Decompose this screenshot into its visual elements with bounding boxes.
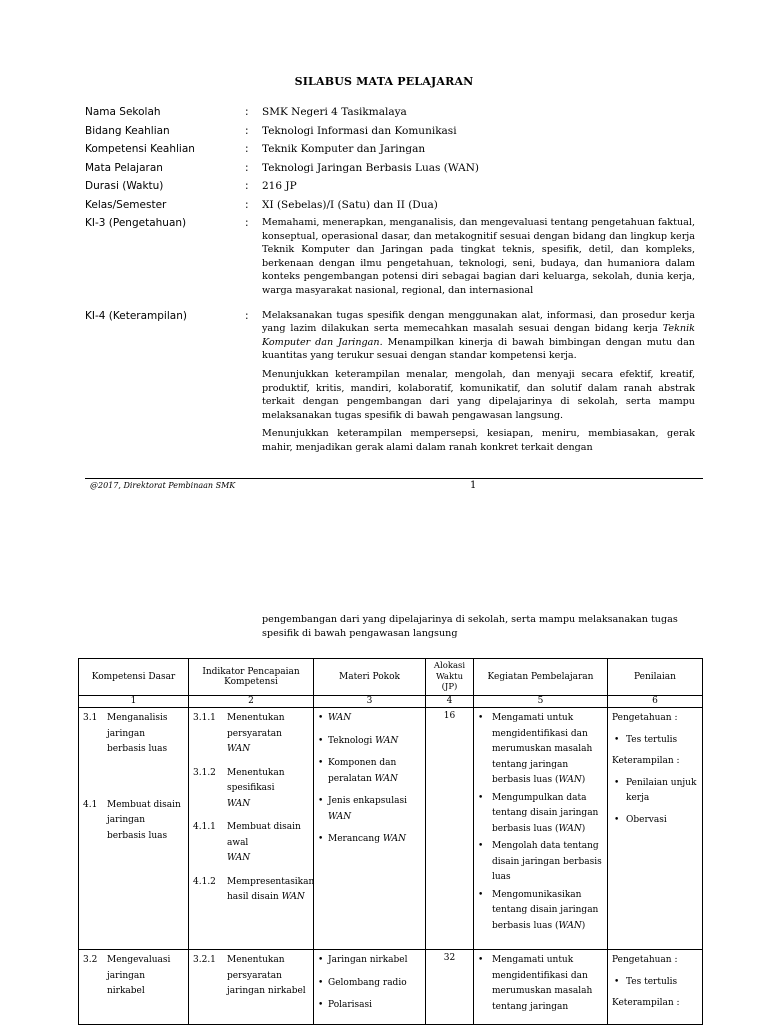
meta-row-subject <box>85 159 695 178</box>
column-number: 5 <box>474 696 608 708</box>
header-indikator: Indikator Pencapaian Kompetensi <box>189 659 314 696</box>
header-alokasi-waktu: Alokasi Waktu (JP) <box>426 659 474 696</box>
column-number: 4 <box>426 696 474 708</box>
syllabus-meta <box>85 103 695 460</box>
ipk-text-main: Menentukan spesifikasi <box>227 767 285 793</box>
materi-text: Jenis enkapsulasi <box>328 796 407 806</box>
ki4-label: KI-4 (Keterampilan) <box>85 309 187 322</box>
meta-colon: : <box>245 161 249 174</box>
meta-row-competency <box>85 140 695 159</box>
kegiatan-text: Mengomunikasikan tentang disain jaringan berbasis luas ( <box>492 889 599 931</box>
ipk-number: 3.2.1 <box>193 955 216 965</box>
meta-colon: : <box>245 217 249 229</box>
jp-cell <box>426 708 474 950</box>
materi-italic: WAN <box>328 713 352 723</box>
materi-list <box>318 953 421 1014</box>
meta-colon: : <box>245 106 249 118</box>
document-title: SILABUS MATA PELAJARAN <box>294 75 474 88</box>
meta-row-duration <box>85 177 695 196</box>
page-number: 1 <box>470 480 477 491</box>
list-item <box>318 734 421 750</box>
materi-list <box>318 711 421 848</box>
kegiatan-text: Mengamati untuk mengidentifikasi dan merumuskan masalah tentang jaringan berbasis luas ( <box>492 713 593 785</box>
ipk-number: 4.1.2 <box>193 876 216 887</box>
ipk-cell <box>189 708 314 950</box>
meta-value: Teknologi Jaringan Berbasis Luas (WAN) <box>262 161 479 174</box>
list-item <box>318 832 421 848</box>
meta-value: Teknologi Informasi dan Komunikasi <box>262 124 457 137</box>
ipk-cell <box>189 950 314 1025</box>
meta-row-school <box>85 103 695 122</box>
ipk-text <box>227 820 309 867</box>
meta-value: Teknik Komputer dan Jaringan <box>262 143 426 155</box>
ipk-text-main: Menentukan persyaratan <box>227 713 285 739</box>
meta-value: XI (Sebelas)/I (Satu) dan II (Dua) <box>262 198 438 211</box>
kegiatan-cell <box>474 950 608 1025</box>
penilaian-cell <box>608 708 703 950</box>
meta-row-class <box>85 196 695 215</box>
kd-number: 3.2 <box>83 955 98 965</box>
ipk-text-main: Mempresentasikan hasil disain <box>227 876 315 902</box>
penilaian-skill-label: Keterampilan : <box>612 756 680 766</box>
ipk-entry <box>193 711 309 758</box>
meta-value: SMK Negeri 4 Tasikmalaya <box>262 106 407 118</box>
ipk-text-italic: WAN <box>227 798 251 809</box>
ipk-text <box>227 766 309 813</box>
column-number: 6 <box>608 696 703 708</box>
column-number: 1 <box>79 696 189 708</box>
kd-number: 4.1 <box>83 799 98 810</box>
ipk-text-italic: WAN <box>227 853 251 863</box>
list-item: • Polarisasi <box>318 998 421 1014</box>
jp-value: 32 <box>443 953 456 963</box>
kegiatan-text: Mengumpulkan data tentang disain jaringan berbasis luas ( <box>492 792 599 834</box>
meta-colon: : <box>245 124 249 137</box>
header-kegiatan: Kegiatan Pembelajaran <box>474 659 608 696</box>
ipk-entry <box>193 820 309 867</box>
ipk-text: Menentukan persyaratan jaringan nirkabel <box>227 955 306 996</box>
meta-label: Nama Sekolah <box>85 106 161 118</box>
kd-cell <box>79 708 189 950</box>
jp-cell <box>426 950 474 1025</box>
meta-colon: : <box>245 198 249 211</box>
list-item: • Gelombang radio <box>318 976 421 992</box>
ki3-block <box>85 216 695 303</box>
ki3-paragraph: Memahami, menerapkan, menganalisis, dan mengevaluasi tentang pengetahuan faktual, konseptual, operasional dasar, dan metakognitif sesuai dengan bidang dan lingkup kerja Teknik Komputer dan Jaringan pada tingkat teknis, spesifik, detil, dan kompleks, berkenaan dengan ilmu pengetahuan, teknologi, seni, budaya, dan humaniora dalam konteks pengembangan potensi diri sebagai bagian dari keluarga, sekolah, dunia kerja, warga masyarakat nasional, regional, dan internasional <box>262 217 695 296</box>
column-number: 3 <box>314 696 426 708</box>
table-header-row <box>79 659 703 696</box>
meta-label: Mata Pelajaran <box>85 161 163 174</box>
kegiatan-list <box>478 953 603 1015</box>
ipk-text-italic: WAN <box>227 744 251 754</box>
meta-value: 216 JP <box>262 180 297 192</box>
kegiatan-cell <box>474 708 608 950</box>
list-item <box>478 711 603 789</box>
kegiatan-italic: WAN <box>558 775 582 785</box>
list-item <box>318 794 421 825</box>
ki3-label: KI-3 (Pengetahuan) <box>85 217 187 229</box>
ki4-text <box>262 309 695 460</box>
penilaian-item: • Penilaian unjuk kerja <box>612 776 698 807</box>
column-number: 2 <box>189 696 314 708</box>
footer-divider <box>85 478 703 479</box>
header-penilaian: Penilaian <box>608 659 703 696</box>
meta-label: Kompetensi Keahlian <box>85 143 195 155</box>
penilaian-item: • Tes tertulis <box>612 975 698 991</box>
ki4-p1-italic: Teknik Komputer dan Jaringan <box>262 323 695 348</box>
penilaian-item: • Obervasi <box>612 813 698 829</box>
meta-colon: : <box>245 309 249 322</box>
kegiatan-text-end: ) <box>581 775 586 785</box>
kd-text: Menganalisis jaringan berbasis luas <box>107 713 168 754</box>
ipk-number: 3.1.1 <box>193 713 216 723</box>
meta-label: Durasi (Waktu) <box>85 180 164 192</box>
list-item: • Jaringan nirkabel <box>318 953 421 969</box>
kegiatan-italic: WAN <box>558 920 582 931</box>
meta-label: Bidang Keahlian <box>85 124 170 137</box>
ki3-text <box>262 216 695 303</box>
ipk-text-italic: WAN <box>281 892 305 902</box>
kegiatan-italic: WAN <box>558 823 582 834</box>
table-number-row <box>79 696 703 708</box>
meta-colon: : <box>245 143 249 155</box>
kd-entry <box>83 798 184 845</box>
table-row <box>79 708 703 950</box>
kegiatan-text: Mengolah data tentang disain jaringan berbasis luas <box>492 841 602 882</box>
kegiatan-list <box>478 711 603 934</box>
kd-cell <box>79 950 189 1025</box>
list-item <box>478 888 603 935</box>
materi-italic: WAN <box>375 735 399 746</box>
footer-credit: @2017, Direktorat Pembinaan SMK <box>90 481 236 490</box>
list-item <box>478 791 603 838</box>
ipk-entry <box>193 953 309 1000</box>
kd-entry <box>83 711 184 758</box>
table-row <box>79 950 703 1025</box>
meta-label: Kelas/Semester <box>85 198 167 211</box>
ipk-text <box>227 711 309 758</box>
ki4-paragraph-3: Menunjukkan keterampilan mempersepsi, kesiapan, meniru, membiasakan, gerak mahir, menjadikan gerak alami dalam ranah konkret terkait dengan <box>262 428 695 453</box>
list-item <box>318 756 421 787</box>
materi-text: Komponen dan peralatan <box>328 758 397 784</box>
ipk-number: 4.1.1 <box>193 822 216 832</box>
header-kompetensi-dasar: Kompetensi Dasar <box>79 659 189 696</box>
penilaian-skill-label: Keterampilan : <box>612 998 680 1008</box>
header-materi-pokok: Materi Pokok <box>314 659 426 696</box>
syllabus-table <box>78 658 703 1025</box>
kd-text: Mengevaluasi jaringan nirkabel <box>107 955 171 996</box>
jp-value: 16 <box>443 711 456 721</box>
list-item <box>478 839 603 886</box>
kd-text: Membuat disain jaringan berbasis luas <box>107 799 181 841</box>
ki4-paragraph-2: Menunjukkan keterampilan menalar, mengolah, dan menyaji secara efektif, kreatif, produktif, kritis, mandiri, kolaboratif, komunikatif, dan solutif dalam ranah abstrak terkait dengan pengembangan dari yang dipelajarinya di sekolah, serta mampu melaksanakan tugas spesifik di bawah pengawasan langsung. <box>262 368 695 421</box>
materi-italic: WAN <box>374 773 398 784</box>
ipk-entry <box>193 875 315 906</box>
ki4-paragraph-1 <box>262 309 695 363</box>
ki4-p1-start: Melaksanakan tugas spesifik dengan menggunakan alat, informasi, dan prosedur kerja yang lazim dilakukan serta memecahkan masalah sesuai dengan bidang kerja <box>262 309 695 335</box>
materi-cell <box>314 950 426 1025</box>
ki4-p1-end: . Menampilkan kinerja di bawah bimbingan dengan mutu dan kuantitas yang terukur sesuai dengan standar kompetensi kerja. <box>262 336 695 362</box>
penilaian-knowledge-label: Pengetahuan : <box>612 955 678 965</box>
penilaian-knowledge-label: Pengetahuan : <box>612 713 678 723</box>
materi-italic: WAN <box>328 811 352 822</box>
list-item: • Mengamati untuk mengidentifikasi dan merumuskan masalah tentang jaringan <box>478 953 603 1015</box>
meta-row-field <box>85 122 695 141</box>
meta-colon: : <box>245 180 249 192</box>
list-item <box>318 711 421 727</box>
penilaian-cell <box>608 950 703 1025</box>
materi-cell <box>314 708 426 950</box>
ipk-text-main: Membuat disain awal <box>227 822 301 848</box>
continuation-text: pengembangan dari yang dipelajarinya di sekolah, serta mampu melaksanakan tugas spesifik di bawah pengawasan langsung <box>262 614 678 639</box>
materi-text: Merancang <box>328 834 383 844</box>
kegiatan-text-end: ) <box>581 920 586 931</box>
ki4-block <box>85 309 695 460</box>
materi-text: Teknologi <box>328 735 376 746</box>
kd-number: 3.1 <box>83 713 98 723</box>
penilaian-item: • Tes tertulis <box>612 733 698 749</box>
materi-italic: WAN <box>382 834 407 844</box>
ipk-entry <box>193 766 309 813</box>
ipk-text <box>227 875 314 906</box>
kd-entry <box>83 953 184 1000</box>
ipk-number: 3.1.2 <box>193 767 216 778</box>
kegiatan-text-end: ) <box>581 823 586 834</box>
